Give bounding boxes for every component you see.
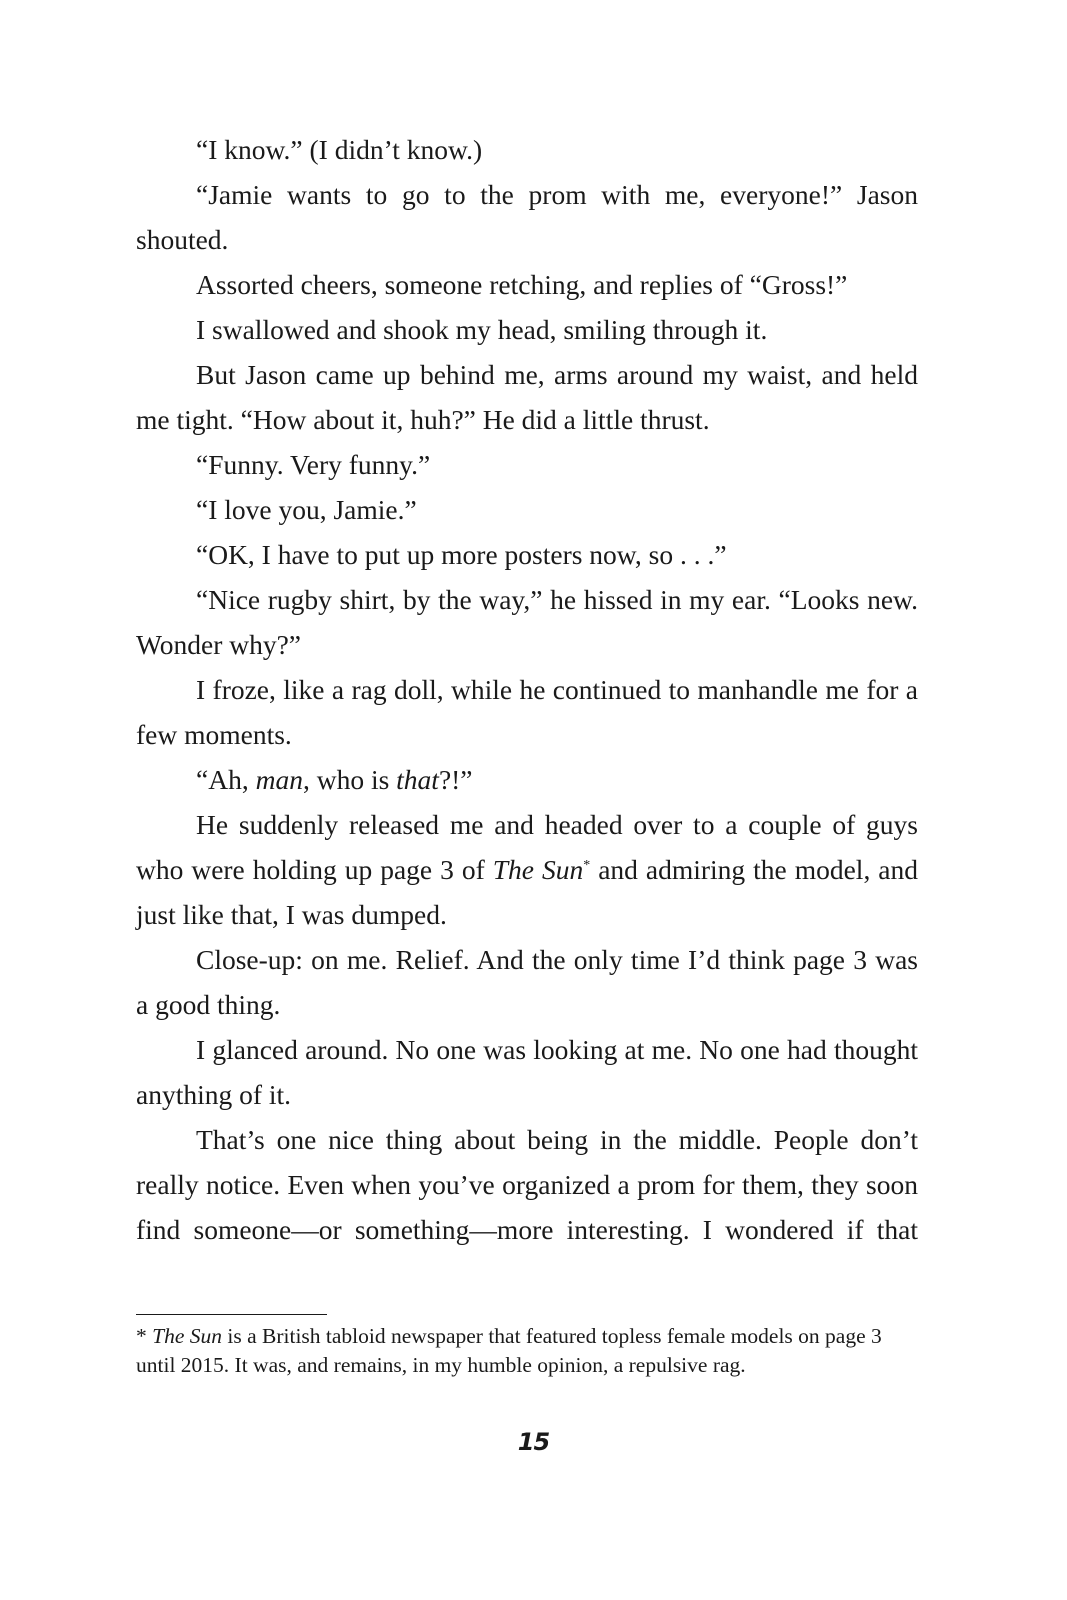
text-run: He suddenly released me and headed over to a couple of guys who were holding up page 3 of [136, 809, 918, 885]
paragraph: Close-up: on me. Relief. And the only time I’d think page 3 was a good thing. [136, 944, 918, 1020]
page-number: 15 [517, 1428, 550, 1456]
paragraph: That’s one nice thing about being in the middle. People don’t really notice. Even when you’ve organized a prom for them, they soon find someone—or something—more interesting. I wondered if that [136, 1124, 918, 1245]
footnote-reference[interactable]: * [583, 858, 591, 873]
paragraph: I glanced around. No one was looking at me. No one had thought anything of it. [136, 1034, 918, 1110]
footnote [136, 1322, 920, 1380]
paragraph: Assorted cheers, someone retching, and replies of “Gross!” [196, 269, 848, 300]
paragraph: “I love you, Jamie.” [196, 494, 417, 525]
text-run: ?!” [438, 764, 473, 795]
paragraph: “Funny. Very funny.” [196, 449, 431, 480]
text-run: , who is [302, 764, 397, 795]
paragraph: “I know.” (I didn’t know.) [196, 134, 483, 165]
paragraph: “OK, I have to put up more posters now, so . . .” [196, 539, 727, 570]
footnote-mark: * [136, 1324, 147, 1348]
paragraph: I swallowed and shook my head, smiling through it. [196, 314, 768, 345]
paragraph: I froze, like a rag doll, while he continued to manhandle me for a few moments. [136, 674, 918, 750]
body-text [136, 127, 918, 1252]
italic-text: man [255, 764, 303, 795]
paragraph [136, 757, 918, 802]
italic-text: that [396, 764, 439, 795]
text-run: “Ah, [196, 764, 256, 795]
footnote-text: is a British tabloid newspaper that featured topless female models on page 3 until 2015. It was, and remains, in my humble opinion, a repulsive rag. [136, 1324, 882, 1377]
paragraph: “Jamie wants to go to the prom with me, everyone!” Jason shouted. [136, 179, 918, 255]
paragraph: But Jason came up behind me, arms around my waist, and held me tight. “How about it, huh?” He did a little thrust. [136, 359, 918, 435]
paragraph: “Nice rugby shirt, by the way,” he hissed in my ear. “Looks new. Wonder why?” [136, 584, 918, 660]
footnote-divider [136, 1314, 327, 1315]
newspaper-title: The Sun [492, 854, 584, 885]
text-run: and admiring the model, and just like that, I was dumped. [136, 854, 919, 930]
paragraph [136, 802, 918, 937]
footnote-title: The Sun [152, 1324, 222, 1348]
